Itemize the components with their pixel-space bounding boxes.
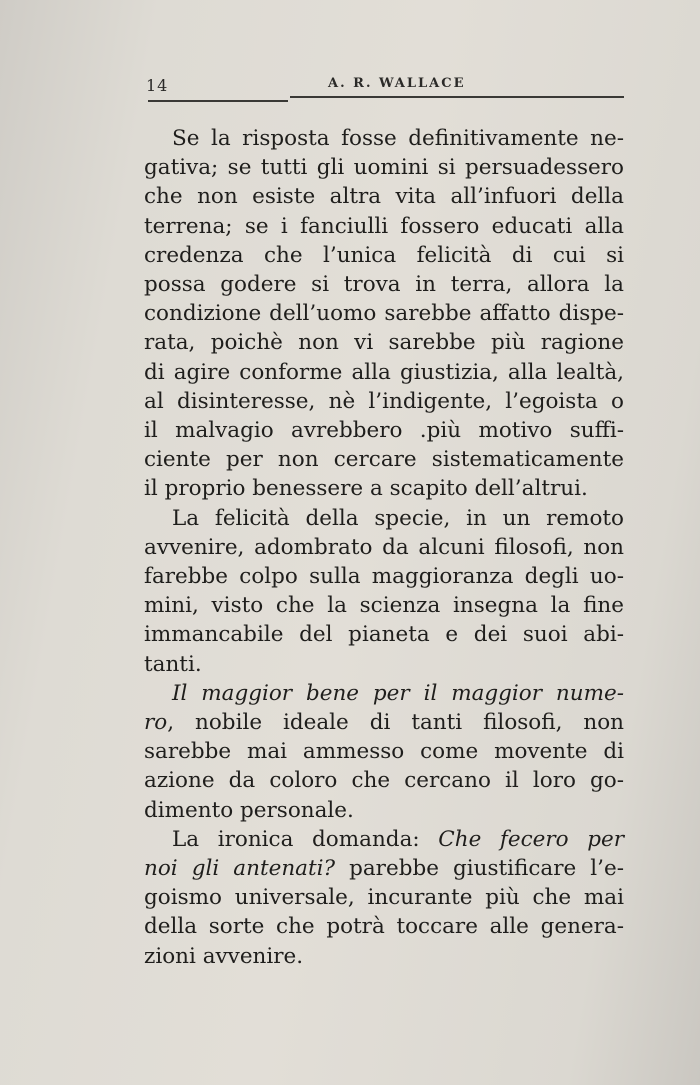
text-line	[144, 854, 624, 883]
text-line: il proprio benessere a scapito dell’altrui.	[144, 476, 588, 502]
text-line: avvenire, adombrato da alcuni filosofi, non	[144, 534, 624, 560]
text-line: zioni avvenire.	[144, 943, 304, 969]
text-line: sarebbe mai ammesso come movente di	[144, 739, 624, 765]
text-segment: parebbe giustificare l’e-	[335, 856, 624, 882]
text-line: rata, poichè non vi sarebbe più ragione	[144, 330, 624, 356]
text-line	[144, 825, 624, 854]
text-line: credenza che l’unica felicità di cui si	[144, 242, 624, 268]
text-line: il malvagio avrebbero .più motivo suffi-	[144, 418, 624, 444]
text-line: farebbe colpo sulla maggioranza degli uo-	[144, 564, 624, 590]
text-line: mini, visto che la scienza insegna la fine	[144, 593, 624, 619]
text-line: azione da coloro che cercano il loro go-	[144, 768, 624, 794]
text-line: terrena; se i fanciulli fossero educati alla	[144, 213, 624, 239]
text-line: che non esiste altra vita all’infuori della	[144, 184, 624, 210]
italic-phrase: ro	[144, 710, 168, 736]
text-line	[144, 708, 624, 737]
text-line: ciente per non cercare sistematicamente	[144, 447, 624, 473]
text-line: La felicità della specie, in un remoto	[172, 505, 624, 531]
text-line: goismo universale, incurante più che mai	[144, 885, 624, 911]
page-number: 14	[146, 76, 169, 95]
text-line: della sorte che potrà toccare alle genera-	[144, 914, 624, 940]
running-head: A. R. WALLACE	[328, 76, 466, 91]
text-line: tanti.	[144, 651, 202, 677]
text-line: condizione dell’uomo sarebbe affatto dispe-	[144, 301, 624, 327]
text-line: gativa; se tutti gli uomini si persuadessero	[144, 155, 624, 181]
italic-phrase: Il maggior bene per il maggior nume-	[172, 680, 624, 706]
text-segment: La ironica domanda:	[172, 826, 439, 852]
text-line: di agire conforme alla giustizia, alla lealtà,	[144, 359, 624, 385]
header-rule-left	[148, 100, 288, 102]
header-rule-right	[290, 96, 624, 98]
text-line: Se la risposta fosse definitivamente ne-	[172, 126, 624, 151]
text-line: immancabile del pianeta e dei suoi abi-	[144, 622, 624, 648]
text-segment: , nobile ideale di tanti filosofi, non	[167, 710, 624, 736]
body-text	[144, 124, 624, 971]
italic-phrase: noi gli antenati?	[144, 856, 336, 882]
italic-phrase: Che fecero per	[438, 826, 624, 852]
page-header	[140, 72, 628, 106]
text-line	[144, 679, 624, 708]
text-line: al disinteresse, nè l’indigente, l’egoista o	[144, 388, 624, 414]
text-line: possa godere si trova in terra, allora la	[144, 272, 624, 298]
text-line: dimento personale.	[144, 797, 354, 823]
